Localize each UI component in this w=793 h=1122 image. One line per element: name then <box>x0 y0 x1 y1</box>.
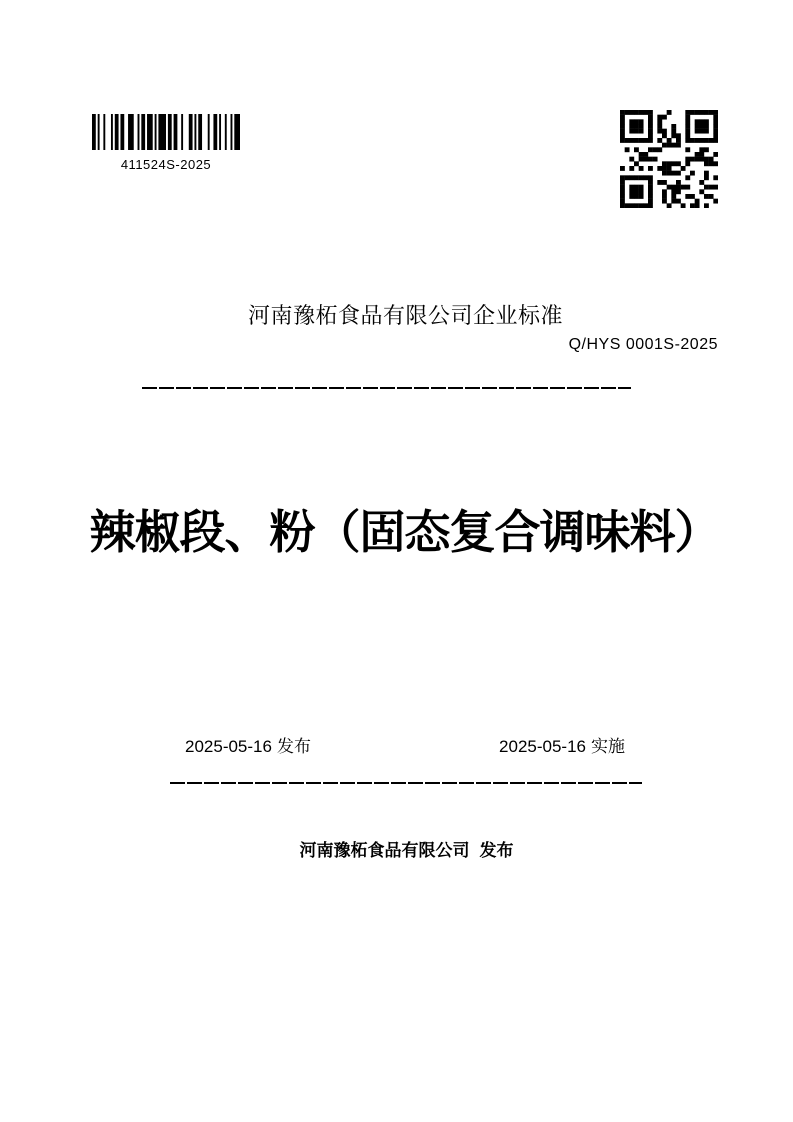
publisher-label: 发布 <box>479 841 514 860</box>
document-title: 辣椒段、粉（固态复合调味料） <box>89 506 720 558</box>
publisher-line <box>10 836 793 861</box>
barcode-text: 411524S-2025 <box>120 157 212 172</box>
standard-number: Q/HYS 0001S-2025 <box>568 336 718 353</box>
bottom-divider <box>170 782 642 784</box>
issue-date: 2025-05-16 <box>185 737 272 756</box>
issue-date-line <box>185 732 311 757</box>
issue-label: 发布 <box>276 737 311 756</box>
barcode-block <box>92 114 240 172</box>
publisher-name: 河南豫柘食品有限公司 <box>299 841 470 860</box>
dates-row <box>185 732 625 757</box>
implement-label: 实施 <box>591 737 625 756</box>
org-standard-title: 河南豫柘食品有限公司企业标准 <box>247 303 563 328</box>
implement-date-line <box>499 732 625 757</box>
implement-date: 2025-05-16 <box>499 737 586 756</box>
top-divider <box>142 387 631 389</box>
barcode-icon <box>92 114 240 150</box>
qr-code-icon <box>620 110 718 208</box>
